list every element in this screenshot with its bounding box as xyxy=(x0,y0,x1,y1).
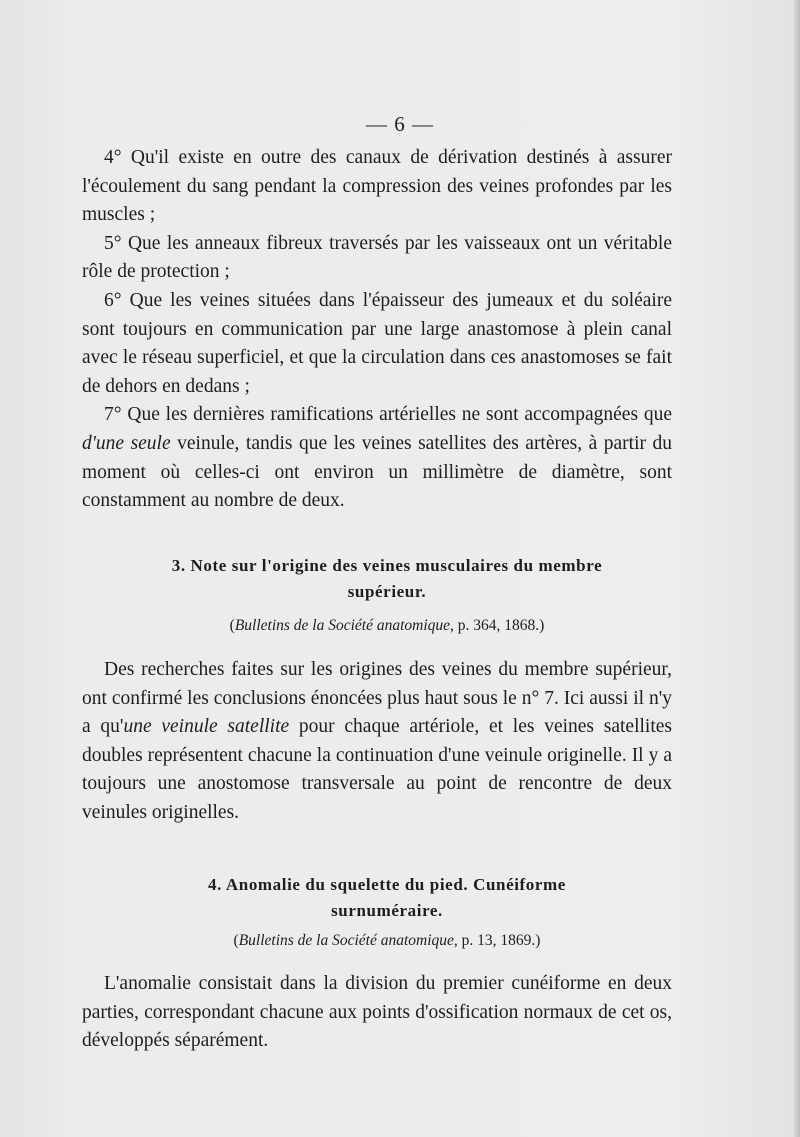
citation-open-paren: ( xyxy=(229,617,235,634)
section-3-body xyxy=(82,656,672,828)
paragraph-7-end: veinule, tandis que les veines satellites des artères, à partir du moment où celles-ci ont environ un millimètre de diamètre, sont constamment au nombre de deux. xyxy=(82,432,672,512)
section-3-emphasis: une veinule satellite xyxy=(123,716,290,738)
page-edge-shadow xyxy=(794,0,800,1137)
section-4-title-line2: surnuméraire. xyxy=(331,901,443,920)
section-3-heading xyxy=(82,553,692,605)
paragraph-5: 5° Que les anneaux fibreux traversés par les vaisseaux ont un véritable rôle de protection ; xyxy=(82,232,672,283)
section-3-title-line2: supérieur. xyxy=(347,582,427,601)
section-3-text-start: Des recherches faites sur les origines des veines du membre supérieur, ont confirmé les conclusions énoncées plus haut sous le n° 7. Ici aussi il n'y a qu' xyxy=(82,659,672,738)
paragraph-7-emphasis: d'une seule xyxy=(82,432,171,454)
citation-source: Bulletins de la Société anatomique xyxy=(238,932,454,949)
section-4-body xyxy=(82,970,672,1056)
page-number: — 6 — xyxy=(366,112,434,136)
paragraph-7 xyxy=(82,401,672,515)
citation-details: , p. 364, 1868.) xyxy=(450,617,545,634)
paragraph-6: 6° Que les veines situées dans l'épaisseur des jumeaux et du soléaire sont toujours en communication par une large anastomose à plein canal avec le réseau superficiel, et que la circulation dans ces anastomoses se fait de dehors en dedans ; xyxy=(82,289,672,397)
paragraph-4: 4° Qu'il existe en outre des canaux de dérivation destinés à assurer l'écoulement du sang pendant la compression des veines profondes par les muscles ; xyxy=(82,147,672,226)
section-4-citation xyxy=(82,932,692,950)
section-3-title-line1: 3. Note sur l'origine des veines musculaires du membre xyxy=(171,556,603,575)
citation-details: , p. 13, 1869.) xyxy=(453,932,541,949)
section-4-paragraph: L'anomalie consistait dans la division du premier cunéiforme en deux parties, correspondant chacune aux points d'ossification normaux de cet os, développés séparément. xyxy=(82,973,672,1052)
section-4-title-line1: 4. Anomalie du squelette du pied. Cunéiforme xyxy=(208,875,566,894)
section-3-citation xyxy=(82,617,692,635)
citation-open-paren: ( xyxy=(233,932,239,949)
section-3-text-end: pour chaque artériole, et les veines satellites doubles représentent chacune la continuation d'une veinule originelle. Il y a toujours une anostomose transversale au point de rencontre de deux veinules originelles. xyxy=(82,716,672,823)
conclusions-block xyxy=(82,144,672,516)
paragraph-7-start: 7° Que les dernières ramifications artérielles ne sont accompagnées que xyxy=(104,404,672,426)
section-3-paragraph xyxy=(82,656,672,828)
citation-source: Bulletins de la Société anatomique xyxy=(234,617,451,634)
section-4-heading xyxy=(82,872,692,924)
